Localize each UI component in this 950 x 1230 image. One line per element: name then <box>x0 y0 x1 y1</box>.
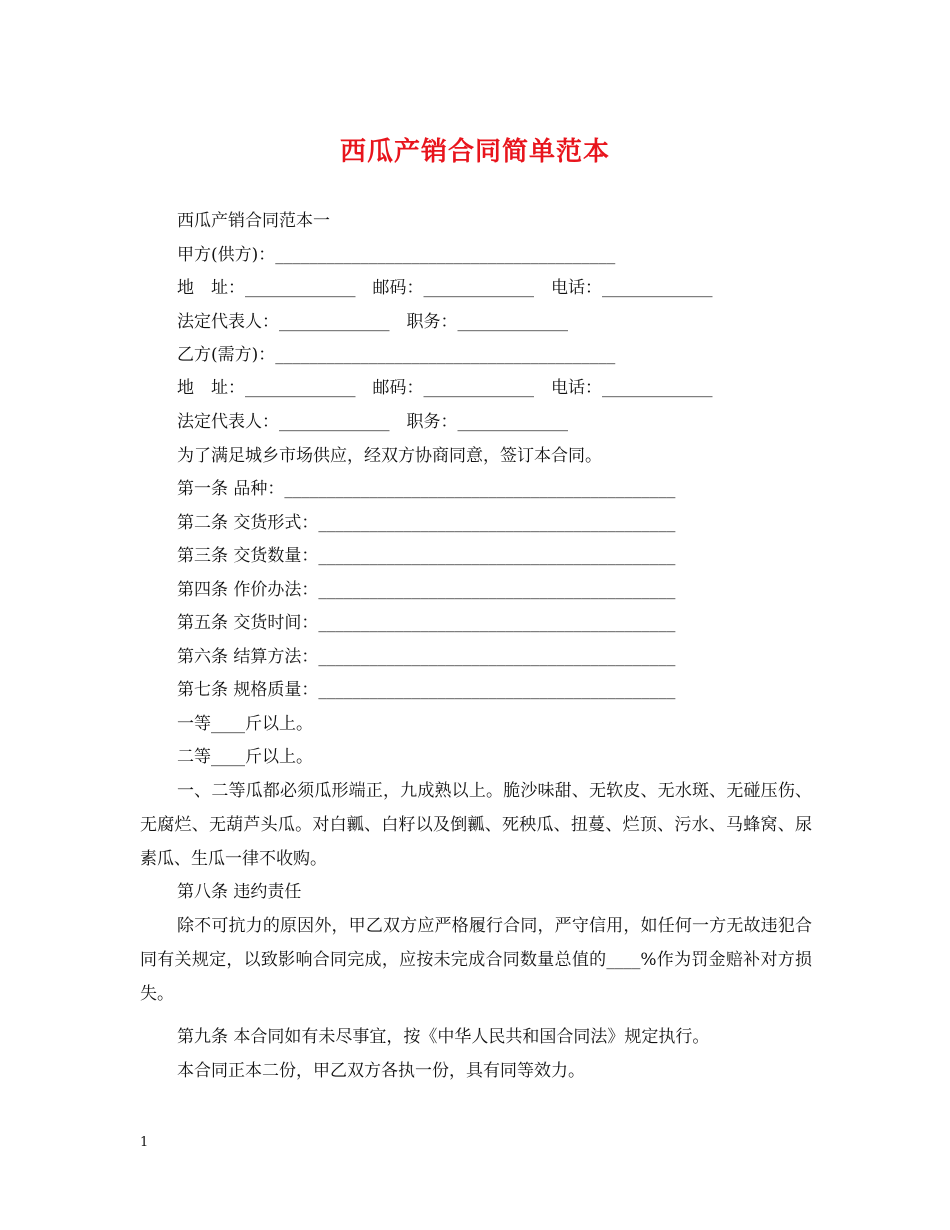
party-b-address-line: 地 址：_____________ 邮码：_____________ 电话：_____________ <box>177 378 713 398</box>
document-subtitle: 西瓜产销合同范本一 <box>177 211 330 231</box>
clause-1: 第一条 品种：______________________________________________ <box>177 479 676 499</box>
grade-two-line: 二等____斤以上。 <box>177 747 313 767</box>
clause-3: 第三条 交货数量：__________________________________________ <box>177 546 676 566</box>
party-a-line: 甲方(供方)：________________________________________ <box>177 245 616 265</box>
clause-9: 第九条 本合同如有未尽事宜，按《中华人民共和国合同法》规定执行。 <box>177 1027 710 1047</box>
party-a-address-line: 地 址：_____________ 邮码：_____________ 电话：_____________ <box>177 278 713 298</box>
document-title: 西瓜产销合同简单范本 <box>339 137 610 167</box>
clause-4: 第四条 作价办法：__________________________________________ <box>177 580 676 600</box>
copies-statement: 本合同正本二份，甲乙双方各执一份，具有同等效力。 <box>177 1061 585 1081</box>
clause-2: 第二条 交货形式：__________________________________________ <box>177 513 676 533</box>
party-b-line: 乙方(需方)：________________________________________ <box>177 345 616 365</box>
clause-5: 第五条 交货时间：__________________________________________ <box>177 613 676 633</box>
preamble: 为了满足城乡市场供应，经双方协商同意，签订本合同。 <box>177 446 602 466</box>
clause-8-heading: 第八条 违约责任 <box>177 882 302 902</box>
clause-6: 第六条 结算方法：__________________________________________ <box>177 647 676 667</box>
party-a-representative-line: 法定代表人：_____________ 职务：_____________ <box>177 312 568 332</box>
quality-paragraph: 一、二等瓜都必须瓜形端正，九成熟以上。脆沙味甜、无软皮、无水斑、无碰压伤、无腐烂、无葫芦头瓜。对白瓤、白籽以及倒瓤、死秧瓜、扭蔓、烂顶、污水、马蜂窝、尿素瓜、生瓜一律不收购。 <box>140 781 812 869</box>
party-b-representative-line: 法定代表人：_____________ 职务：_____________ <box>177 412 568 432</box>
page-number: 1 <box>140 1135 149 1150</box>
grade-one-line: 一等____斤以上。 <box>177 714 313 734</box>
liability-paragraph: 除不可抗力的原因外，甲乙双方应严格履行合同，严守信用，如任何一方无故违犯合同有关规定，以致影响合同完成，应按未完成合同数量总值的____%作为罚金赔补对方损失。 <box>140 916 812 1004</box>
clause-7: 第七条 规格质量：__________________________________________ <box>177 680 676 700</box>
